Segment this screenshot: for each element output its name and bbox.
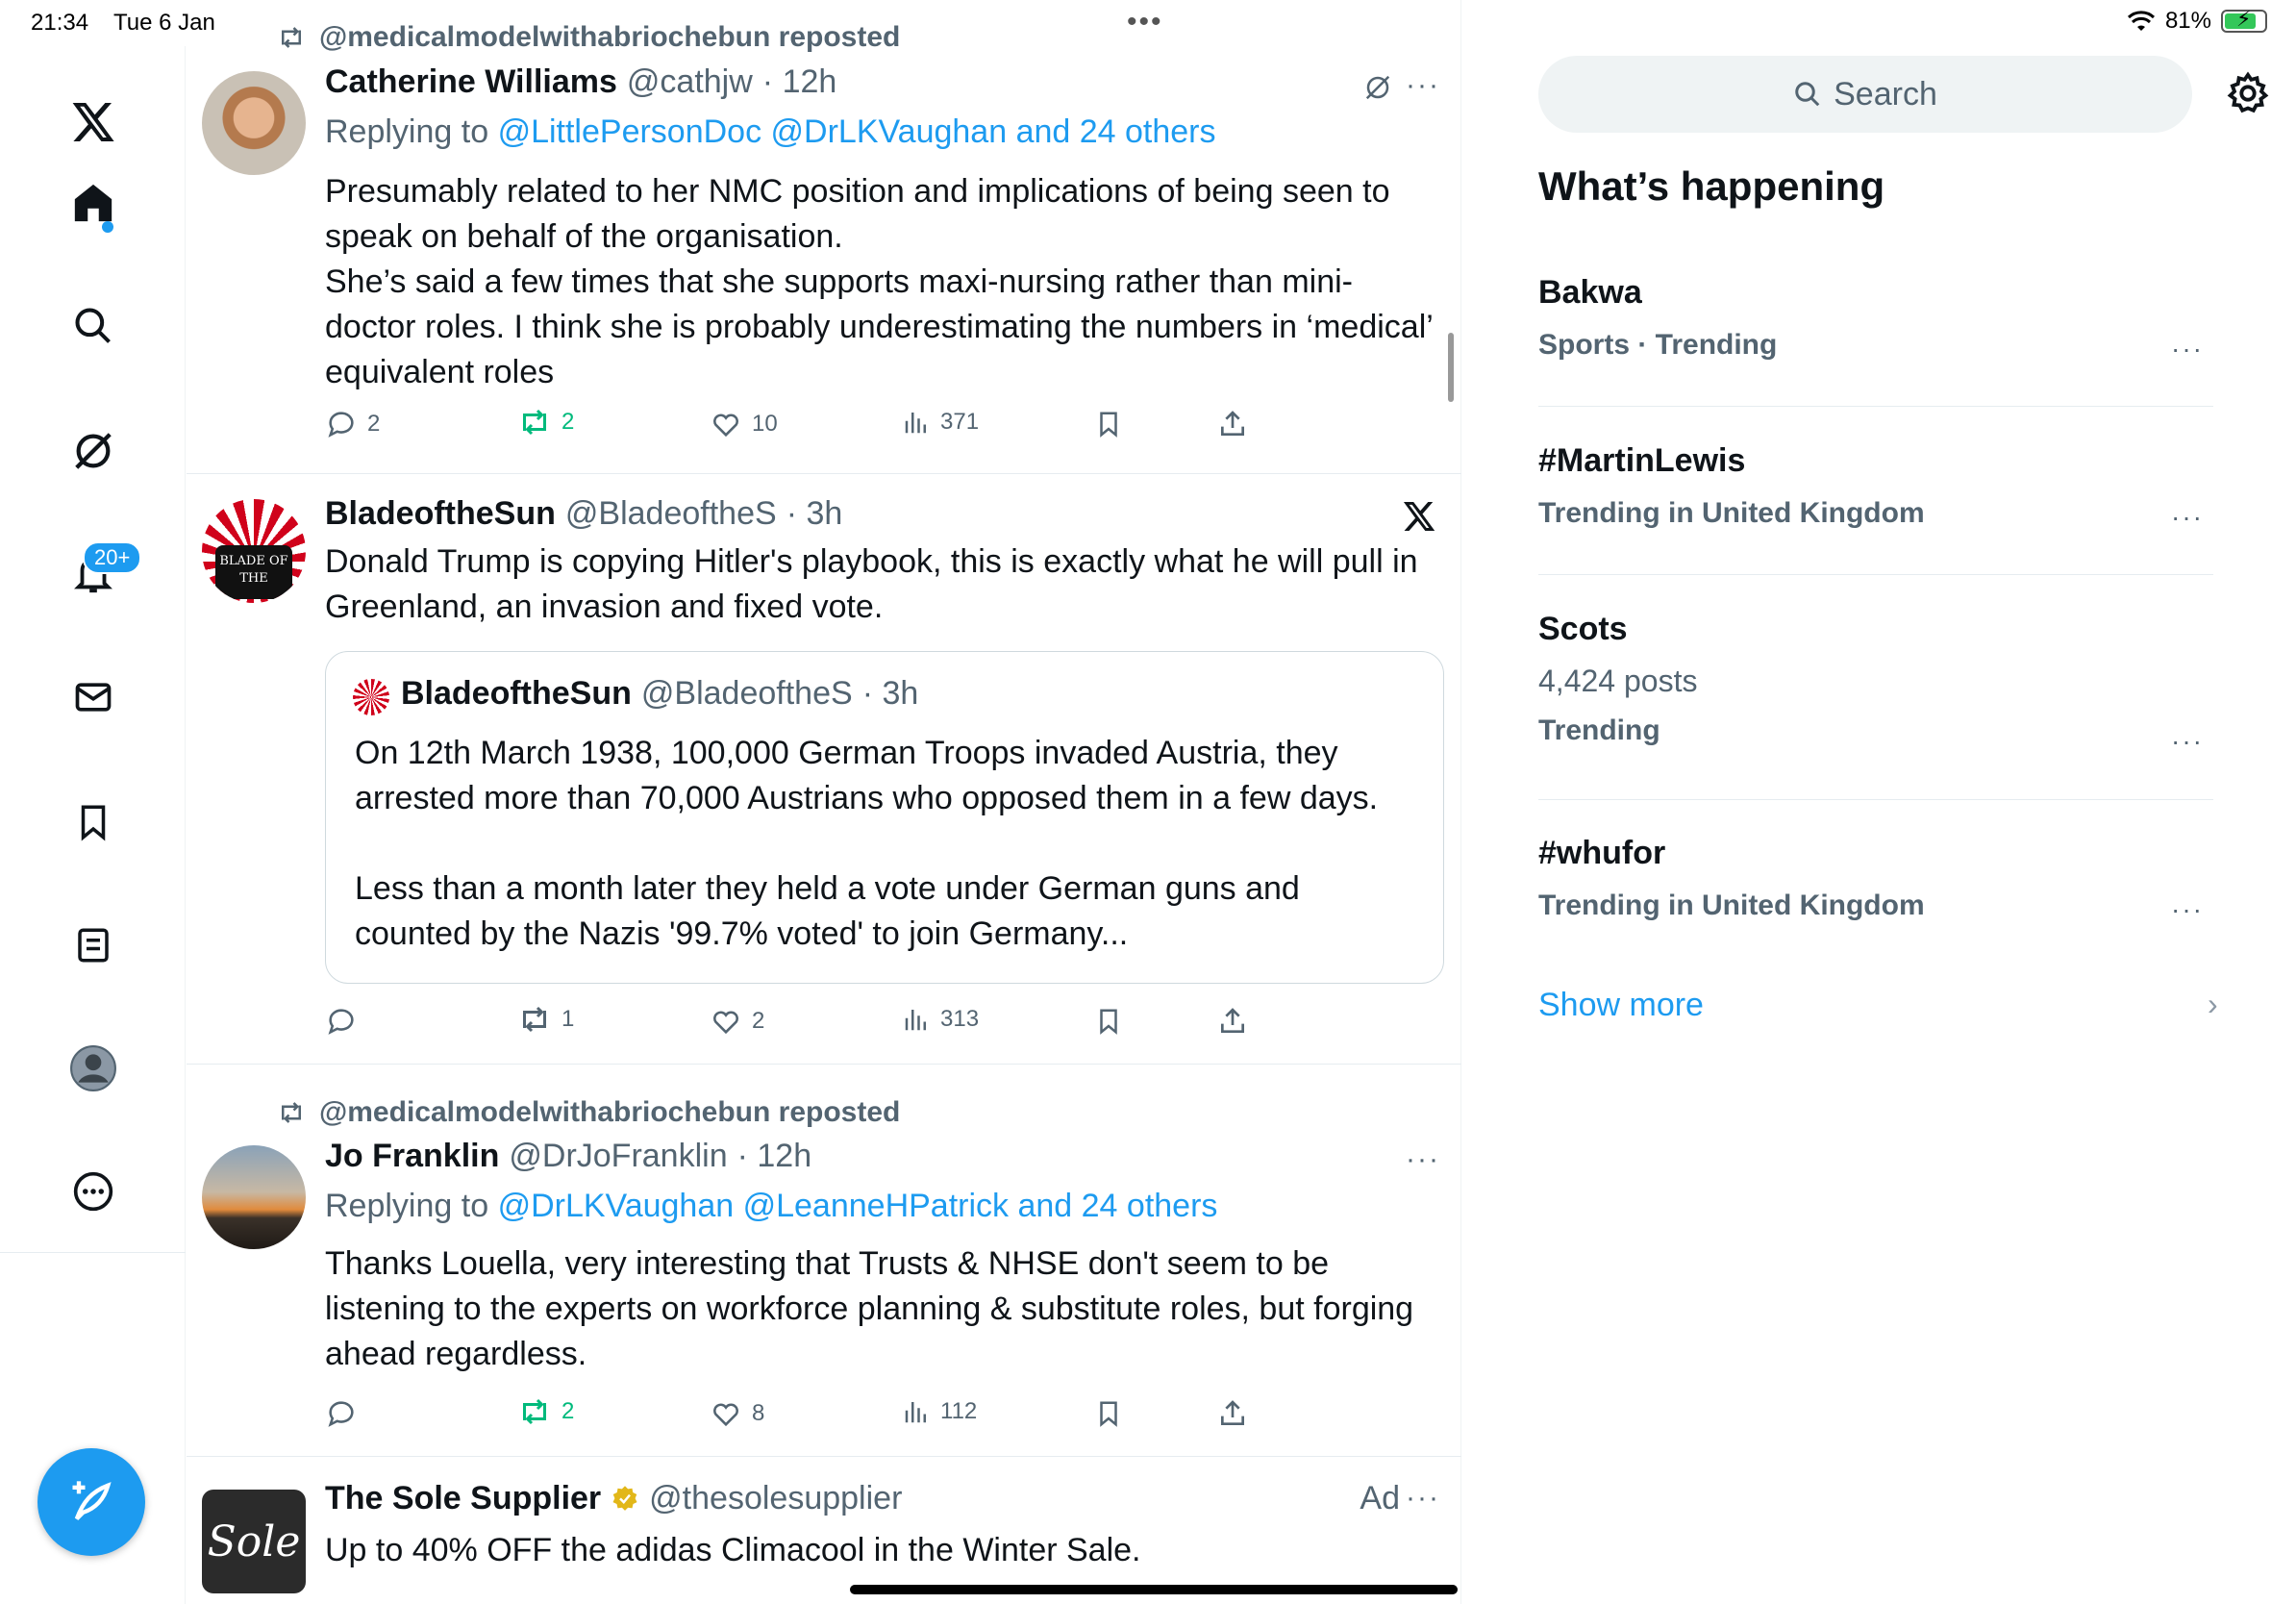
repost-icon (517, 1397, 552, 1426)
post-time: · 12h (736, 1138, 812, 1174)
lists-icon[interactable] (63, 915, 123, 975)
repost-indicator (277, 21, 900, 54)
compose-feather-icon (66, 1477, 116, 1527)
replying-prefix: Replying to (325, 1188, 489, 1224)
search-icon (1793, 80, 1822, 109)
bookmarks-icon[interactable] (63, 792, 123, 852)
reply-button[interactable] (325, 1397, 367, 1430)
post-more-icon[interactable]: ··· (1406, 1143, 1440, 1175)
replying-to (325, 113, 1216, 151)
heart-icon (710, 408, 742, 440)
repost-icon (517, 408, 552, 437)
repost-count: 2 (562, 409, 575, 435)
status-time: 21:34 (31, 10, 89, 36)
views-chart-icon (902, 1005, 931, 1034)
trend-more-icon[interactable]: ··· (2171, 334, 2204, 363)
compose-post-button[interactable] (37, 1448, 145, 1556)
repost-indicator (277, 1096, 900, 1129)
feed-scrollbar[interactable] (1448, 333, 1454, 402)
post-header (325, 1480, 902, 1517)
trend-title: Bakwa (1538, 274, 1642, 311)
replying-links[interactable]: @DrLKVaughan @LeanneHPatrick and 24 others (497, 1188, 1218, 1224)
reply-icon (325, 1397, 358, 1430)
avatar[interactable] (202, 499, 306, 603)
timeline-feed (187, 0, 1461, 1604)
quote-avatar (353, 679, 389, 715)
trend-title: Scots (1538, 611, 1628, 647)
trend-meta: Sports · Trending (1538, 329, 1778, 361)
share-button[interactable] (1217, 1397, 1248, 1430)
share-icon (1217, 408, 1248, 440)
like-button[interactable] (710, 1397, 764, 1430)
views-chart-icon (902, 408, 931, 437)
trend-meta: Trending in United Kingdom (1538, 890, 1925, 921)
messages-icon[interactable] (63, 667, 123, 727)
post-more-icon[interactable]: ··· (1406, 69, 1440, 101)
bookmark-button[interactable] (1094, 408, 1123, 440)
post-sole-supplier-ad[interactable] (187, 1457, 1461, 1604)
quote-text: On 12th March 1938, 100,000 German Troops invaded Austria, they arrested more than 70,000 Austrians who opposed them in a few days. Less than a month later they held a vote under German guns and counted by the Nazis '99.7% voted' to join Germany... (355, 735, 1379, 952)
replying-to (325, 1188, 1217, 1225)
author-name[interactable]: Jo Franklin (325, 1138, 500, 1174)
bookmark-icon (1094, 1397, 1123, 1430)
post-jo-franklin[interactable] (187, 1065, 1461, 1457)
chevron-right-icon[interactable]: › (2208, 987, 2218, 1021)
repost-label: @medicalmodelwithabriochebun reposted (319, 1096, 901, 1128)
x-source-icon (1402, 499, 1436, 534)
trend-post-count: 4,424 posts (1538, 664, 1698, 698)
trend-title: #MartinLewis (1538, 442, 1746, 479)
views-button[interactable] (902, 1397, 977, 1426)
reply-button[interactable] (325, 408, 380, 440)
trend-item[interactable] (1538, 611, 2213, 784)
trend-more-icon[interactable]: ··· (2171, 726, 2204, 756)
post-header (325, 63, 836, 101)
like-button[interactable] (710, 408, 778, 440)
views-button[interactable] (902, 1005, 979, 1034)
battery-icon: ⚡ (2221, 10, 2267, 33)
avatar-label: BLADE OF THE (215, 545, 292, 599)
post-text: Thanks Louella, very interesting that Trusts & NHSE don't seem to be listening to the experts on workforce planning & substitute roles, but forging ahead regardless. (325, 1245, 1423, 1372)
search-icon[interactable] (63, 296, 123, 356)
trend-meta: Trending in United Kingdom (1538, 497, 1925, 529)
author-handle[interactable]: @cathjw (626, 63, 753, 100)
bookmark-button[interactable] (1094, 1397, 1123, 1430)
reply-icon (325, 1005, 358, 1038)
show-more-link[interactable]: Show more (1538, 987, 1704, 1023)
trend-divider (1538, 406, 2213, 407)
post-actions (325, 1397, 1286, 1436)
trend-item[interactable] (1538, 442, 2213, 558)
nav-divider (0, 1252, 186, 1253)
home-indicator[interactable] (850, 1585, 1458, 1594)
share-button[interactable] (1217, 1005, 1248, 1038)
heart-icon (710, 1005, 742, 1038)
search-placeholder: Search (1834, 75, 1937, 113)
home-unread-dot (102, 221, 113, 233)
quote-author-handle: @BladeoftheS (640, 675, 853, 712)
post-time: · 3h (786, 495, 843, 532)
trend-item[interactable] (1538, 835, 2213, 950)
like-count: 10 (752, 411, 778, 437)
bookmark-icon (1094, 408, 1123, 440)
repost-label: @medicalmodelwithabriochebun reposted (319, 21, 901, 53)
post-text: Presumably related to her NMC position and implications of being seen to speak on behalf of the organisation. She’s said a few times that she supports maxi-nursing rather than mini-doctor roles. I think she is probably underestimating the numbers in ‘medical’ equivalent roles (325, 173, 1433, 390)
repost-count: 2 (562, 1398, 575, 1424)
trend-divider (1538, 799, 2213, 800)
like-button[interactable] (710, 1005, 764, 1038)
author-name[interactable]: The Sole Supplier (325, 1480, 602, 1516)
replying-prefix: Replying to (325, 113, 489, 150)
share-button[interactable] (1217, 408, 1248, 440)
battery-percent: 81% (2164, 8, 2211, 34)
avatar[interactable]: Sole (202, 1490, 306, 1593)
post-actions (325, 408, 1286, 446)
whats-happening-heading: What’s happening (1538, 163, 1885, 209)
ad-label: Ad (1360, 1480, 1400, 1516)
post-catherine-williams[interactable] (187, 0, 1461, 474)
status-date: Tue 6 Jan (113, 10, 215, 36)
views-count: 112 (940, 1398, 978, 1424)
repost-icon (517, 1005, 552, 1034)
post-more-icon[interactable]: ··· (1406, 1482, 1440, 1514)
quote-header (401, 675, 918, 713)
quoted-post[interactable] (325, 651, 1444, 984)
multitasking-dots-icon[interactable]: ••• (1127, 6, 1163, 38)
trend-divider (1538, 574, 2213, 575)
quote-author-name: BladeoftheSun (401, 675, 632, 712)
views-chart-icon (902, 1397, 931, 1426)
repost-count: 1 (562, 1006, 575, 1032)
share-icon (1217, 1005, 1248, 1038)
trend-more-icon[interactable]: ··· (2171, 894, 2204, 924)
search-input[interactable] (1538, 56, 2192, 133)
verified-badge-icon (611, 1485, 639, 1514)
trend-title: #whufor (1538, 835, 1666, 871)
views-count: 371 (940, 409, 980, 435)
like-count: 8 (752, 1400, 765, 1426)
heart-icon (710, 1397, 742, 1430)
avatar[interactable] (202, 1145, 306, 1249)
trend-more-icon[interactable]: ··· (2171, 502, 2204, 532)
grok-icon[interactable] (63, 421, 123, 481)
home-icon[interactable] (63, 173, 123, 233)
reply-count: 2 (367, 411, 381, 437)
avatar[interactable] (202, 71, 306, 175)
repost-icon (277, 1100, 306, 1125)
views-button[interactable] (902, 408, 979, 437)
right-sidebar (1461, 0, 2296, 1604)
share-icon (1217, 1397, 1248, 1430)
views-count: 313 (940, 1006, 980, 1032)
like-count: 2 (752, 1008, 765, 1034)
post-header (325, 495, 842, 533)
trend-meta: Trending (1538, 714, 1660, 746)
bookmark-icon (1094, 1005, 1123, 1038)
replying-links[interactable]: @LittlePersonDoc @DrLKVaughan and 24 others (497, 113, 1216, 150)
profile-avatar-icon[interactable] (63, 1039, 123, 1098)
more-options-icon[interactable] (63, 1162, 123, 1221)
author-name[interactable]: BladeoftheSun (325, 495, 556, 532)
x-logo-icon[interactable] (63, 92, 123, 152)
reply-icon (325, 408, 358, 440)
post-bladeofthesun[interactable] (187, 474, 1461, 1065)
repost-button[interactable] (517, 408, 574, 437)
settings-gear-icon[interactable] (2226, 71, 2270, 115)
post-actions (325, 1005, 1286, 1043)
post-text: Up to 40% OFF the adidas Climacool in the Winter Sale. (325, 1532, 1141, 1568)
grok-explain-icon[interactable] (1363, 73, 1392, 102)
post-text: Donald Trump is copying Hitler's playbook, this is exactly what he will pull in Greenland, an invasion and fixed vote. (325, 543, 1427, 625)
reply-button[interactable] (325, 1005, 367, 1038)
author-handle[interactable]: @DrJoFranklin (509, 1138, 728, 1174)
repost-button[interactable] (517, 1005, 574, 1034)
left-nav (0, 46, 186, 1604)
author-handle[interactable]: @thesolesupplier (649, 1480, 903, 1516)
trend-item[interactable] (1538, 274, 2213, 389)
author-name[interactable]: Catherine Williams (325, 63, 617, 100)
author-handle[interactable]: @BladeoftheS (564, 495, 777, 532)
post-header (325, 1138, 811, 1175)
bookmark-button[interactable] (1094, 1005, 1123, 1038)
post-time: · 12h (761, 63, 837, 100)
quote-time: · 3h (861, 675, 919, 712)
repost-icon (277, 25, 306, 50)
notifications-badge: 20+ (83, 541, 141, 574)
repost-button[interactable] (517, 1397, 574, 1426)
